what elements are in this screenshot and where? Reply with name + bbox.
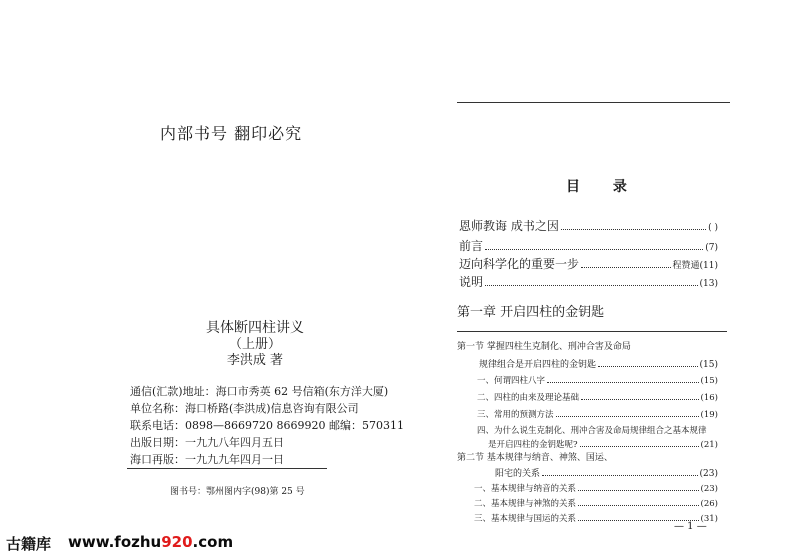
toc-entry-label: 三、常用的预测方法 [477,410,554,420]
leader-dots [581,266,671,268]
url-number: 920 [161,533,193,551]
info-reprint-date: 海口再版：一九九九年四月一日 [130,453,284,466]
toc-entry-label: 二、基本规律与神煞的关系 [474,499,577,509]
toc-entry [459,255,718,272]
book-volume: （上册） [228,337,281,352]
book-author: 李洪成 著 [226,353,284,368]
leader-dots [485,248,703,250]
toc-entry [459,237,718,254]
leader-dots [578,504,699,506]
toc-entry-page: (13) [699,279,718,289]
toc-entry-page: 程赞通(11) [672,261,718,271]
chapter-heading: 第一章 开启四柱的金钥匙 [457,305,605,320]
toc-entry-label: 一、何谓四柱八字 [477,376,546,386]
page-number: — 1 — [674,521,707,532]
toc-entry [479,357,718,370]
toc-entry-page: (16) [700,393,718,403]
leader-dots [561,228,706,230]
toc-entry-page: (23) [700,484,718,494]
leader-dots [598,365,698,367]
divider [127,468,327,469]
toc-entry-page: (26) [700,499,718,509]
leader-dots [578,489,699,491]
url-suffix: .com [192,533,234,551]
copyright-notice: 内部书号 翻印必究 [160,124,303,143]
section-heading: 第一节 掌握四柱生克制化、刑冲合害及命局 [457,342,631,352]
book-title: 具体断四柱讲义 [206,320,304,336]
leader-dots [580,445,699,447]
top-rule [457,102,730,103]
leader-dots [581,398,699,400]
info-address: 通信(汇款)地址：海口市秀英 62 号信箱(东方洋大厦) [130,385,389,398]
toc-entry-label: 说明 [459,275,484,289]
toc-entry-label: 四、为什么说生克制化、刑冲合害及命局规律组合之基本规律 [477,426,707,436]
book-number: 图书号：鄂州图内字(98)第 25 号 [170,487,305,497]
section-heading: 第二节 基本规律与纳音、神煞、国运、 [457,453,613,463]
leader-dots [542,474,698,476]
toc-entry-page: (15) [699,360,718,370]
info-publish-date: 出版日期：一九九八年四月五日 [130,436,284,449]
toc-entry-label: 规律组合是开启四柱的金钥匙 [479,360,597,370]
url-prefix: www.fozhu [68,533,162,551]
toc-entry [488,438,718,450]
toc-heading: 目 录 [566,179,641,195]
toc-entry [477,374,718,386]
chapter-rule [457,331,727,332]
info-organization: 单位名称：海口桥路(李洪成)信息咨询有限公司 [130,402,359,415]
site-watermark-name: 古籍库 [6,535,52,553]
toc-entry [474,482,718,494]
toc-entry-label: 是开启四柱的金钥匙呢? [488,440,578,450]
toc-entry-label: 三、基本规律与国运的关系 [474,514,577,524]
toc-entry-label: 阳宅的关系 [495,469,541,479]
toc-entry-label: 迈向科学化的重要一步 [459,257,580,271]
leader-dots [556,415,699,417]
toc-entry-page: (21) [700,440,718,450]
toc-entry [477,408,718,420]
toc-entry [459,217,718,234]
toc-entry-page: (19) [700,410,718,420]
info-phone: 联系电话：0898—8669720 8669920 邮编：570311 [130,419,404,432]
toc-entry [459,273,718,290]
toc-entry-label: 二、四柱的由来及理论基础 [477,393,580,403]
toc-entry [474,497,718,509]
toc-entry-page: (7) [705,243,718,253]
toc-entry [495,466,718,479]
toc-entry [477,391,718,403]
toc-entry-label: 恩师教诲 成书之因 [459,219,559,233]
toc-entry-page: (23) [699,469,718,479]
toc-entry-label: 前言 [459,239,484,253]
site-watermark-url [68,533,233,551]
toc-entry-label: 一、基本规律与纳音的关系 [474,484,577,494]
toc-entry-page: (15) [700,376,718,386]
leader-dots [485,284,698,286]
toc-entry-page: (31) [700,514,718,524]
leader-dots [547,381,699,383]
toc-entry-page: ( ) [708,223,718,233]
